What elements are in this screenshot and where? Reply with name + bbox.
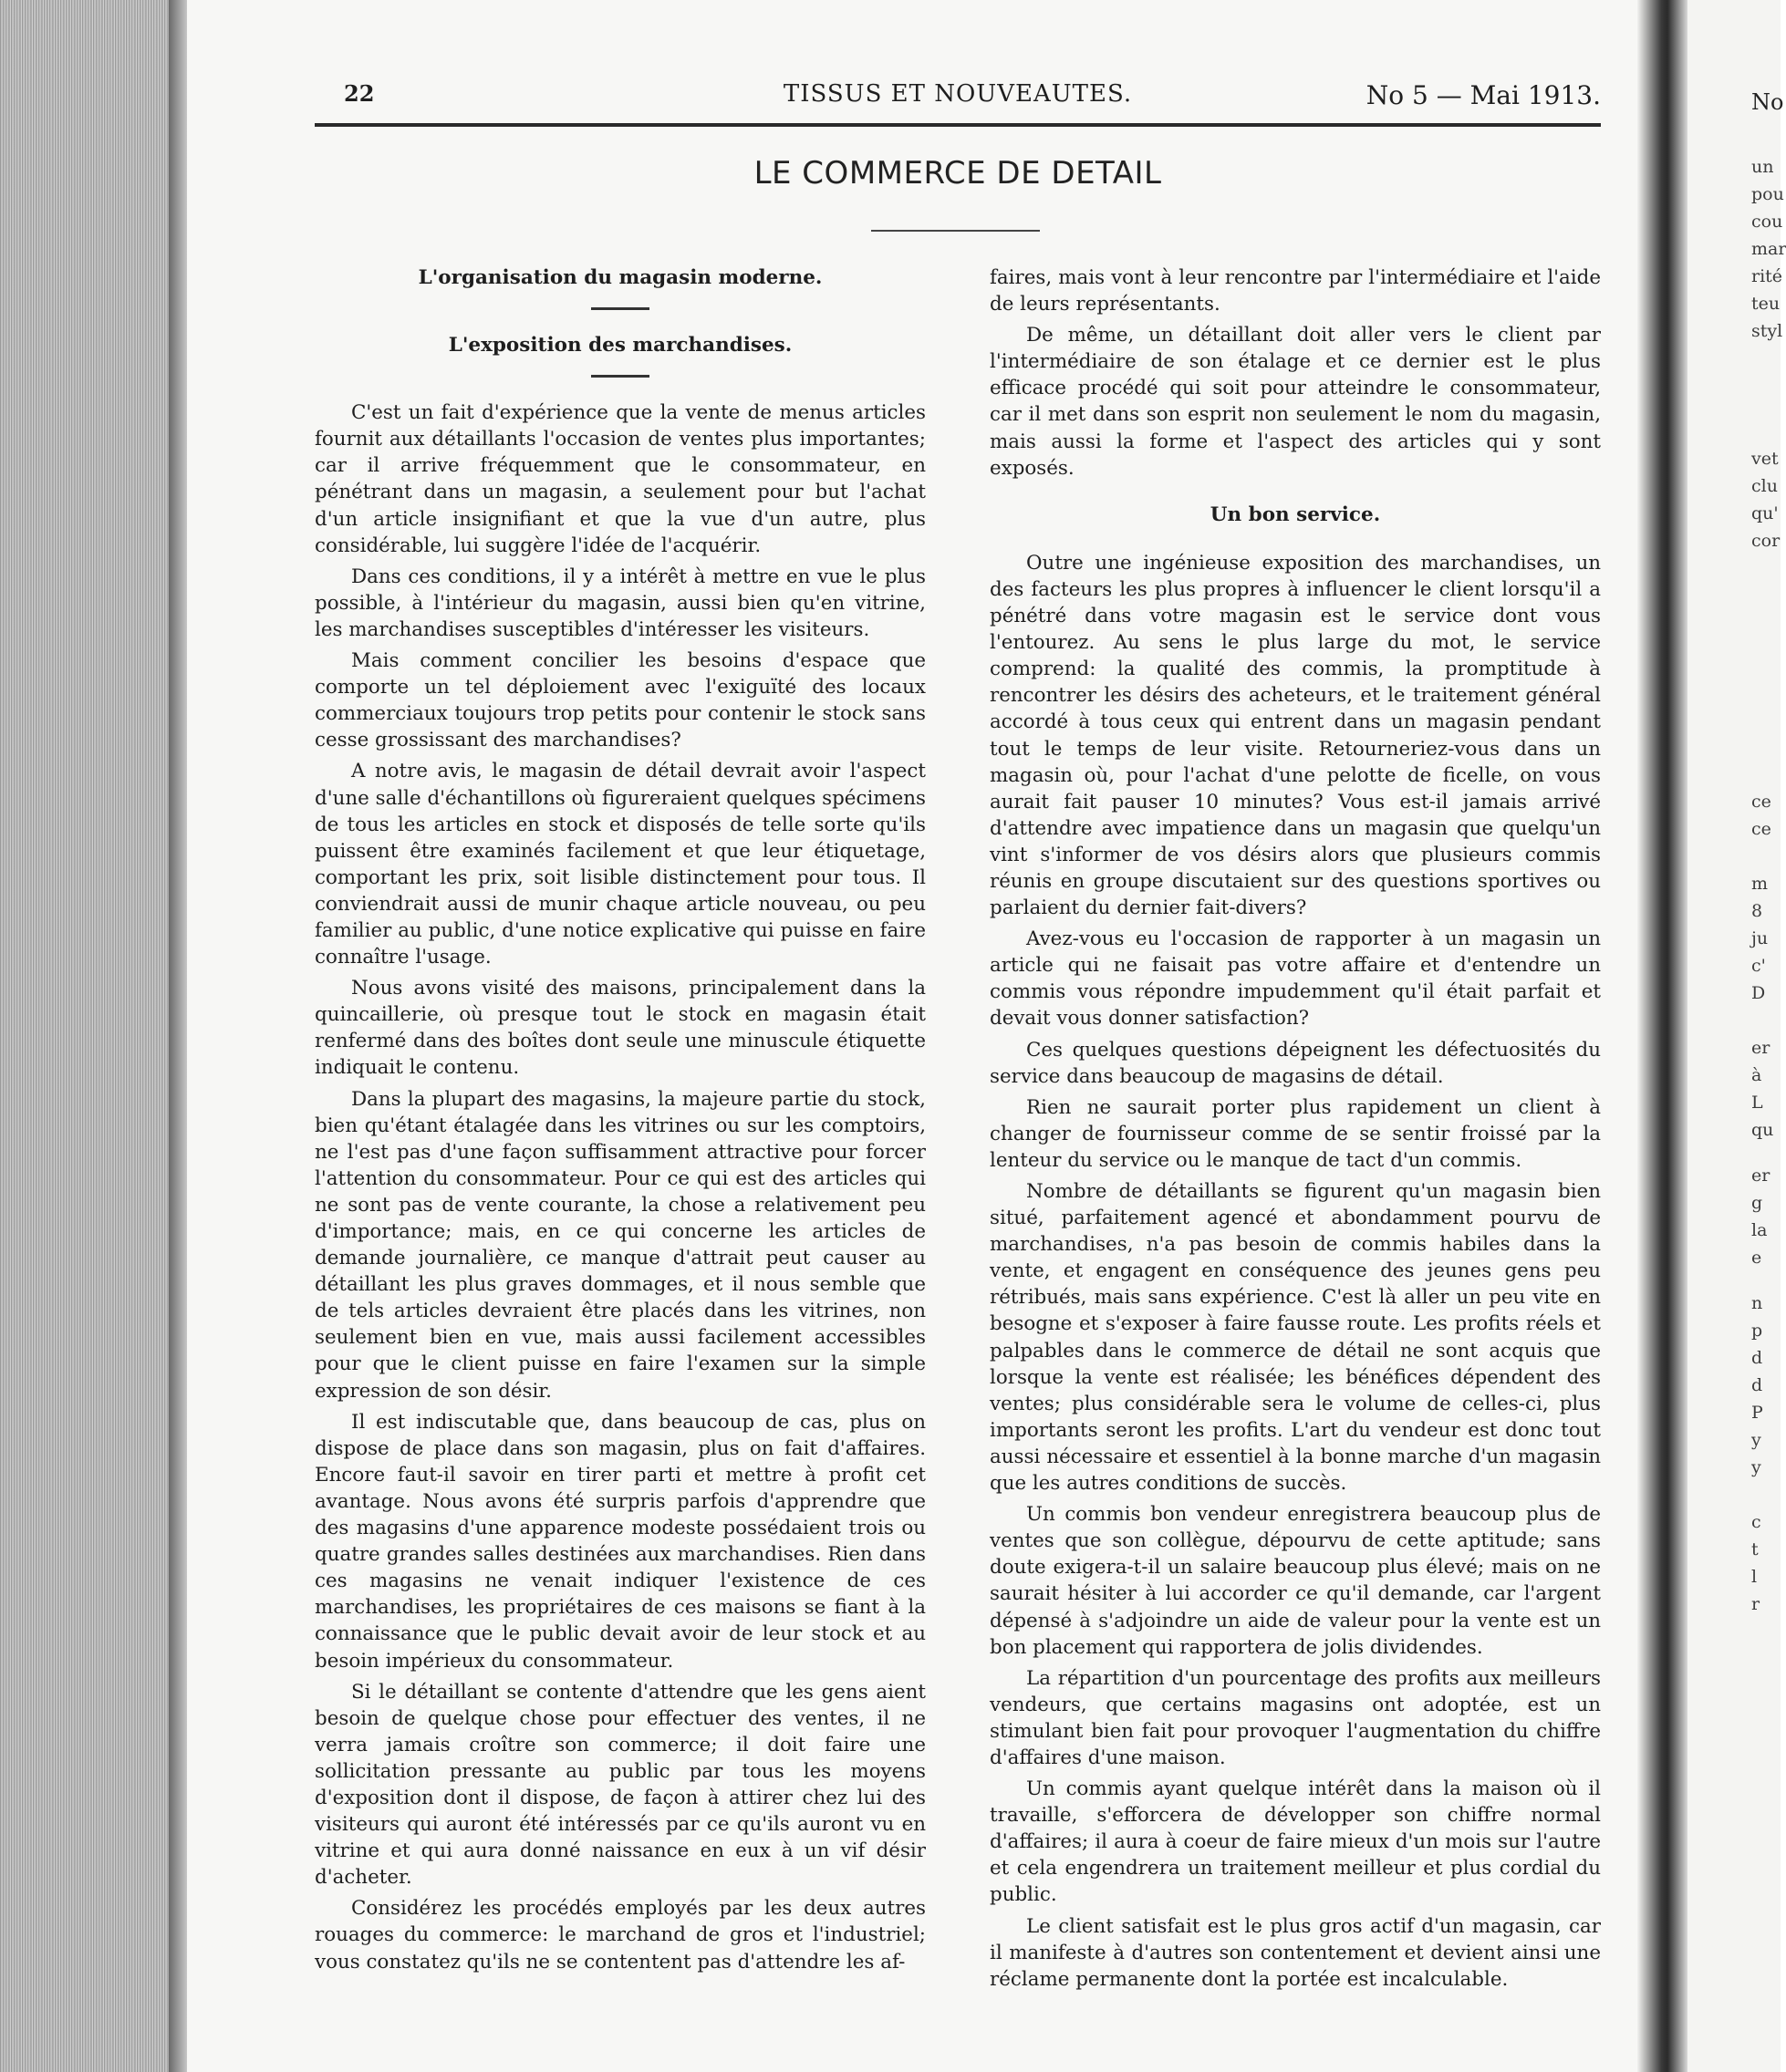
- paragraph: Considérez les procédés employés par les deux autres rouages du commerce: le marchand de gros et l'industriel; vous constatez qu'ils ne se contentent pas d'attendre les af-: [315, 1897, 926, 1974]
- next-page-text-fragment: cor: [1751, 531, 1781, 551]
- title-rule: [871, 230, 1040, 232]
- section-heading-service: Un bon service.: [1210, 502, 1381, 526]
- next-page-text-fragment: d: [1751, 1375, 1763, 1395]
- next-page-text-fragment: un: [1751, 157, 1774, 177]
- next-page-text-fragment: à: [1751, 1065, 1762, 1085]
- paragraph: Rien ne saurait porter plus rapidement un client à changer de fournisseur comme de se sentir froissé par la lenteur du service ou le manque de tact d'un commis.: [990, 1095, 1601, 1172]
- next-page-text-fragment: cou: [1751, 212, 1783, 232]
- paragraph: La répartition d'un pourcentage des profits aux meilleurs vendeurs, que certains magasins ont adoptée, est un stimulant bien fait pour provoquer l'augmentation du chiffre d'affaires d'une maison.: [990, 1666, 1601, 1769]
- next-page-text-fragment: m: [1751, 874, 1769, 894]
- paragraph: Outre une ingénieuse exposition des marchandises, un des facteurs les plus propres à influencer le client lorsqu'il a pénétré dans votre magasin est le service dont vous l'entourez. Au sens le plus large du mot, le service comprend: la qualité des commis, la promptitude à rencontrer les désirs des acheteurs, et le traitement général accordé à tous ceux qui entrent dans un magasin pendant tout le temps de leur visite. Retourneriez-vous dans un magasin où, pour l'achat d'une pelotte de ficelle, on vous aurait fait pauser 10 minutes? Vous est-il jamais arrivé d'attendre avec impatience dans un magasin que quelqu'un vint s'informer de vos désirs alors que plusieurs commis réunis en groupe discutaient sur des questions sportives ou parlaient du dernier fait-divers?: [990, 551, 1601, 920]
- next-page-text-fragment: ce: [1751, 819, 1771, 839]
- next-page-text-fragment: er: [1751, 1038, 1770, 1058]
- next-page-text-fragment: pou: [1751, 184, 1784, 204]
- paragraph: Avez-vous eu l'occasion de rapporter à un magasin un article qui ne faisait pas votre affaire et d'entendre un commis vous répondre impudemment qu'il était parfait et devait vous donner satisfaction?: [990, 927, 1601, 1031]
- next-page-text-fragment: c: [1751, 1512, 1761, 1532]
- next-page-text-fragment: styl: [1751, 321, 1783, 341]
- left-column: [315, 264, 926, 1980]
- next-page-text-fragment: er: [1751, 1166, 1770, 1186]
- next-page-text-fragment: g: [1751, 1193, 1763, 1213]
- next-page-text-fragment: ce: [1751, 792, 1771, 812]
- next-page-text-fragment: qu': [1751, 503, 1779, 523]
- paragraph: Si le détaillant se contente d'attendre que les gens aient besoin de quelque chose pour effectuer des ventes, il ne verra jamais croître son commerce; il doit faire une sollicitation pressante au public par tous les moyens d'exposition dont il dispose, de façon à attirer chez lui des visiteurs qui auront été intéressés par ce qu'ils auront vu en vitrine et qui aura donné naissance en eux à un vif désir d'acheter.: [315, 1680, 926, 1890]
- next-page-text-fragment: qu: [1751, 1120, 1774, 1140]
- separator-rule: [591, 307, 649, 310]
- paragraph: Dans ces conditions, il y a intérêt à mettre en vue le plus possible, à l'intérieur du magasin, aussi bien qu'en vitrine, les marchandises susceptibles d'intéresser les visiteurs.: [315, 565, 926, 641]
- next-page-text-fragment: ju: [1751, 928, 1769, 948]
- page-edge-shadow: [169, 0, 189, 2072]
- issue-label: No 5 — Mai 1913.: [1365, 80, 1601, 110]
- section-heading-organisation: L'organisation du magasin moderne.: [418, 266, 823, 289]
- next-page-fragment: [1687, 0, 1786, 2072]
- next-page-text-fragment: d: [1751, 1348, 1763, 1368]
- next-page-text-fragment: 8: [1751, 901, 1763, 921]
- next-page-text-fragment: vet: [1751, 449, 1779, 469]
- next-page-text-fragment: l: [1751, 1567, 1758, 1587]
- header-rule: [315, 123, 1601, 127]
- paragraph: C'est un fait d'expérience que la vente de menus articles fournit aux détaillants l'occasion de ventes plus importantes; car il arrive fréquemment que le consommateur, en pénétrant dans un magasin, a seulement pour but l'achat d'un article insignifiant et que la vue d'un autre, plus considérable, lui suggère l'idée de l'acquérir.: [315, 401, 926, 557]
- next-page-text-fragment: y: [1751, 1430, 1761, 1450]
- next-page-text-fragment: teu: [1751, 294, 1781, 314]
- running-header: [315, 80, 1601, 117]
- book-gutter: [1637, 0, 1687, 2072]
- next-page-text-fragment: L: [1751, 1093, 1763, 1113]
- next-page-text-fragment: e: [1751, 1248, 1762, 1268]
- paragraph-continued: faires, mais vont à leur rencontre par l'intermédiaire et l'aide de leurs représentants.: [990, 266, 1601, 316]
- next-page-text-fragment: clu: [1751, 476, 1778, 496]
- next-page-text-fragment: r: [1751, 1594, 1760, 1614]
- next-page-text-fragment: D: [1751, 983, 1766, 1003]
- next-page-text-fragment: y: [1751, 1457, 1761, 1477]
- next-page-text-fragment: la: [1751, 1220, 1768, 1240]
- next-page-text-fragment: n: [1751, 1293, 1763, 1313]
- paragraph: Mais comment concilier les besoins d'espace que comporte un tel déploiement avec l'exiguïté des locaux commerciaux toujours trop petits pour contenir le stock sans cesse grossissant des marchandises?: [315, 649, 926, 752]
- section-heading-exposition: L'exposition des marchandises.: [448, 334, 793, 357]
- paragraph: A notre avis, le magasin de détail devrait avoir l'aspect d'une salle d'échantillons où figureraient quelques spécimens de tous les articles en stock et disposés de telle sorte qu'ils puissent être examinés facilement et que leur étiquetage, comportant les prix, soit lisible distinctement pour tous. Il conviendrait aussi de munir chaque article nouveau, ou peu familier au public, d'une notice explicative qui puisse en faire connaître l'usage.: [315, 760, 926, 969]
- next-page-text-fragment: t: [1751, 1539, 1759, 1559]
- paragraph: De même, un détaillant doit aller vers le client par l'intermédiaire de son étalage et ce dernier est le plus efficace procédé qui soit pour atteindre le consommateur, car il met dans son esprit non seulement le nom du magasin, mais aussi la forme et l'aspect des articles qui y sont exposés.: [990, 324, 1601, 480]
- paragraph: Nombre de détaillants se figurent qu'un magasin bien situé, parfaitement agencé et abondamment pourvu de marchandises, n'a pas besoin de commis habiles dans la vente, et engagent en conséquence des jeunes gens peu rétribués, mais sans expérience. C'est là aller un peu vite en besogne et s'exposer à faire fausse route. Les profits réels et palpables dans le commerce de détail ne sont acquis que lorsque la vente est réalisée; les bénéfices dépendent des ventes; plus considérable sera le volume de celles-ci, plus importants seront les profits. L'art du vendeur est donc tout aussi nécessaire et essentiel à la bonne marche d'un magasin que les autres conditions de succès.: [990, 1180, 1601, 1496]
- paragraph: Ces quelques questions dépeignent les défectuosités du service dans beaucoup de magasins de détail.: [990, 1038, 1601, 1088]
- separator-rule: [591, 375, 649, 378]
- next-page-text-fragment: p: [1751, 1321, 1763, 1341]
- next-page-text-fragment: rité: [1751, 266, 1783, 286]
- next-page-text-fragment: P: [1751, 1403, 1763, 1423]
- page-number: 22: [344, 80, 375, 107]
- right-column: [990, 264, 1601, 1997]
- paragraph: Nous avons visité des maisons, principalement dans la quincaillerie, où presque tout le stock en magasin était renfermé dans des boîtes dont seule une minuscule étiquette indiquait le contenu.: [315, 977, 926, 1080]
- journal-title: TISSUS ET NOUVEAUTES.: [783, 80, 1133, 108]
- paragraph: Il est indiscutable que, dans beaucoup de cas, plus on dispose de place dans son magasin, plus on fait d'affaires. Encore faut-il savoir en tirer parti et mettre à profit cet avantage. Nous avons été surpris parfois d'apprendre que des magasins d'une apparence modeste possédaient trois ou quatre grandes salles destinées aux marchandises. Rien dans ces magasins ne venait indiquer l'existence de ces marchandises, les propriétaires de ces maisons se fiant à la connaissance que le public devait avoir de leur stock et au besoin impérieux du consommateur.: [315, 1410, 926, 1673]
- book-page-edges: [0, 0, 182, 2072]
- paragraph: Le client satisfait est le plus gros actif d'un magasin, car il manifeste à d'autres son contentement et devient ainsi une réclame permanente dont la portée est incalculable.: [990, 1914, 1601, 1991]
- article-title: LE COMMERCE DE DETAIL: [753, 155, 1162, 192]
- paragraph: Un commis ayant quelque intérêt dans la maison où il travaille, s'efforcera de développer son chiffre normal d'affaires; il aura à coeur de faire mieux d'un mois sur l'autre et cela engendrera un traitement meilleur et plus cordial du public.: [990, 1777, 1601, 1907]
- paragraph: Dans la plupart des magasins, la majeure partie du stock, bien qu'étant étalagée dans les vitrines ou sur les comptoirs, ne l'est pas d'une façon suffisamment attractive pour forcer l'attention du consommateur. Pour ce qui est des articles qui ne sont pas de vente courante, la chose a relativement peu d'importance; mais, en ce qui concerne les articles de demande journalière, ce manque d'attrait peut causer au détaillant les plus graves dommages, et il nous semble que de tels articles devraient être placés dans les vitrines, non seulement bien en vue, mais aussi facilement accessibles pour que le client puisse en faire l'examen sur la simple expression de son désir.: [315, 1087, 926, 1403]
- next-page-text-fragment: mar: [1751, 239, 1786, 259]
- paragraph: Un commis bon vendeur enregistrera beaucoup plus de ventes que son collègue, dépourvu de cette aptitude; sans doute exigera-t-il un salaire beaucoup plus élevé; mais on ne saurait hésiter à lui accorder ce qu'il demande, car l'argent dépensé à s'adjoindre un aide de valeur pour la vente est un bon placement qui rapportera de jolis dividendes.: [990, 1503, 1601, 1659]
- next-page-header-fragment: No: [1751, 89, 1784, 115]
- next-page-text-fragment: c': [1751, 956, 1766, 976]
